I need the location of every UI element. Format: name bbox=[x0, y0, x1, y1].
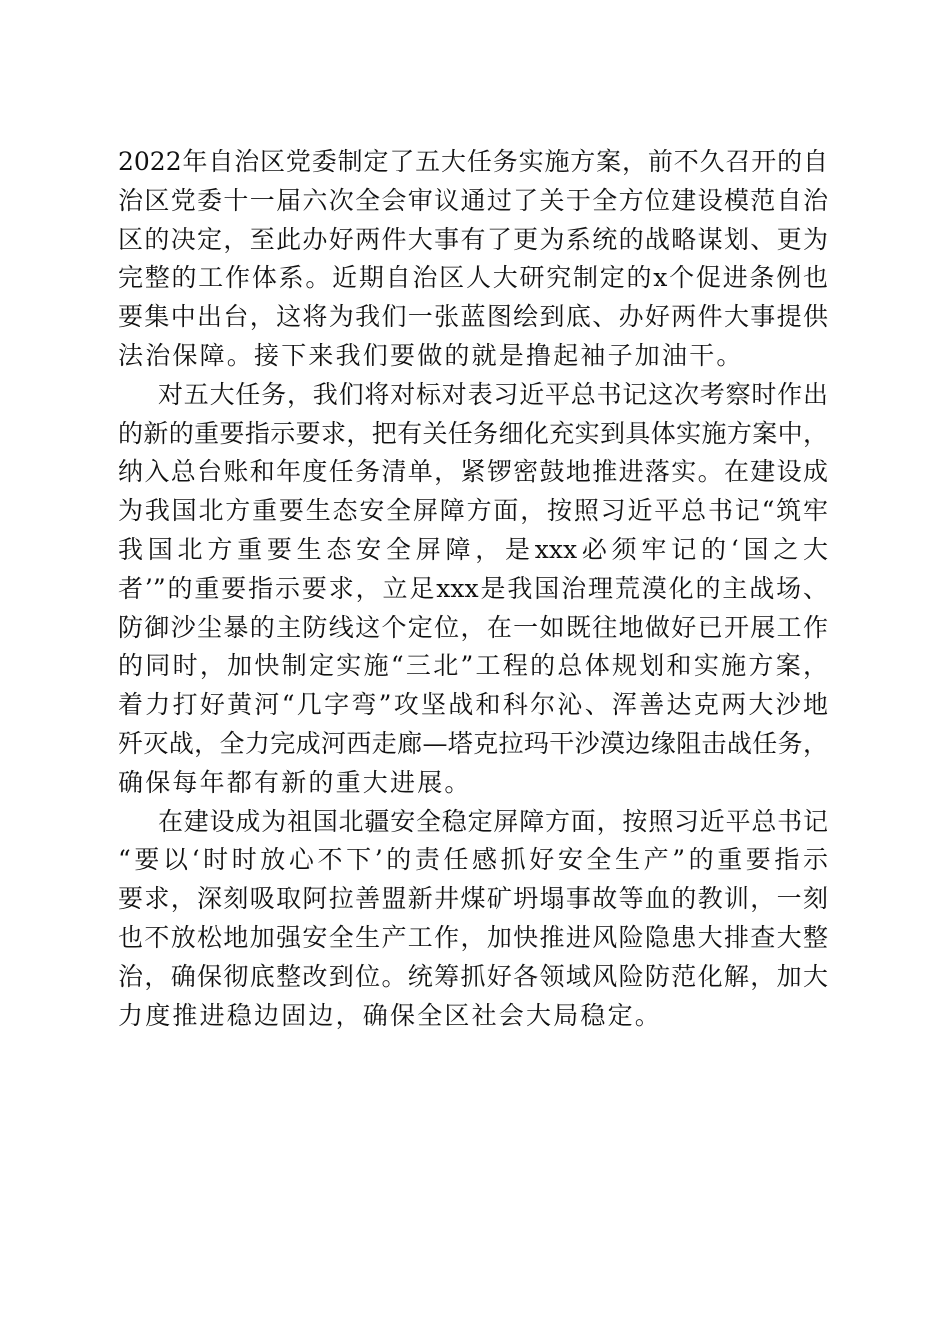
text-line: 防御沙尘暴的主防线这个定位，在一如既往地做好已开展工作 bbox=[118, 612, 828, 642]
text-line: 治，确保彻底整改到位。统筹抓好各领域风险防范化解，加大 bbox=[118, 961, 828, 991]
text-line: 2022年自治区党委制定了五大任务实施方案，前不久召开的自 bbox=[118, 147, 828, 176]
text-line: 我国北方重要生态安全屏障，是xxx必须牢记的‘国之大 bbox=[118, 534, 828, 564]
text-line: 歼灭战，全力完成河西走廊—塔克拉玛干沙漠边缘阻击战任务， bbox=[118, 728, 828, 758]
text-line: 在建设成为祖国北疆安全稳定屏障方面，按照习近平总书记 bbox=[158, 806, 828, 836]
text-line: 完整的工作体系。近期自治区人大研究制定的x个促进条例也 bbox=[118, 263, 828, 293]
text-line: 治区党委十一届六次全会审议通过了关于全方位建设模范自治 bbox=[118, 185, 828, 215]
text-line: 要求，深刻吸取阿拉善盟新井煤矿坍塌事故等血的教训，一刻 bbox=[118, 884, 828, 914]
text-line: 的同时，加快制定实施“三北”工程的总体规划和实施方案， bbox=[118, 651, 828, 681]
text-line: 法治保障。接下来我们要做的就是撸起袖子加油干。 bbox=[118, 340, 744, 370]
text-line: 的新的重要指示要求，把有关任务细化充实到具体实施方案中， bbox=[118, 418, 828, 448]
document-body bbox=[118, 143, 828, 1035]
text-line: 也不放松地加强安全生产工作，加快推进风险隐患大排查大整 bbox=[118, 922, 828, 952]
text-line: 力度推进稳边固边，确保全区社会大局稳定。 bbox=[118, 1000, 663, 1030]
text-line: 者’”的重要指示要求，立足xxx是我国治理荒漠化的主战场、 bbox=[118, 573, 828, 603]
text-line: 对五大任务，我们将对标对表习近平总书记这次考察时作出 bbox=[158, 379, 828, 409]
text-line: “要以‘时时放心不下’的责任感抓好安全生产”的重要指示 bbox=[118, 845, 828, 875]
text-line: 确保每年都有新的重大进展。 bbox=[118, 767, 472, 797]
text-line: 着力打好黄河“几字弯”攻坚战和科尔沁、浑善达克两大沙地 bbox=[118, 690, 828, 720]
text-line: 为我国北方重要生态安全屏障方面，按照习近平总书记“筑牢 bbox=[118, 496, 828, 526]
text-line: 区的决定，至此办好两件大事有了更为系统的战略谋划、更为 bbox=[118, 224, 828, 254]
text-line: 要集中出台，这将为我们一张蓝图绘到底、办好两件大事提供 bbox=[118, 302, 828, 332]
text-line: 纳入总台账和年度任务清单，紧锣密鼓地推进落实。在建设成 bbox=[118, 457, 828, 487]
